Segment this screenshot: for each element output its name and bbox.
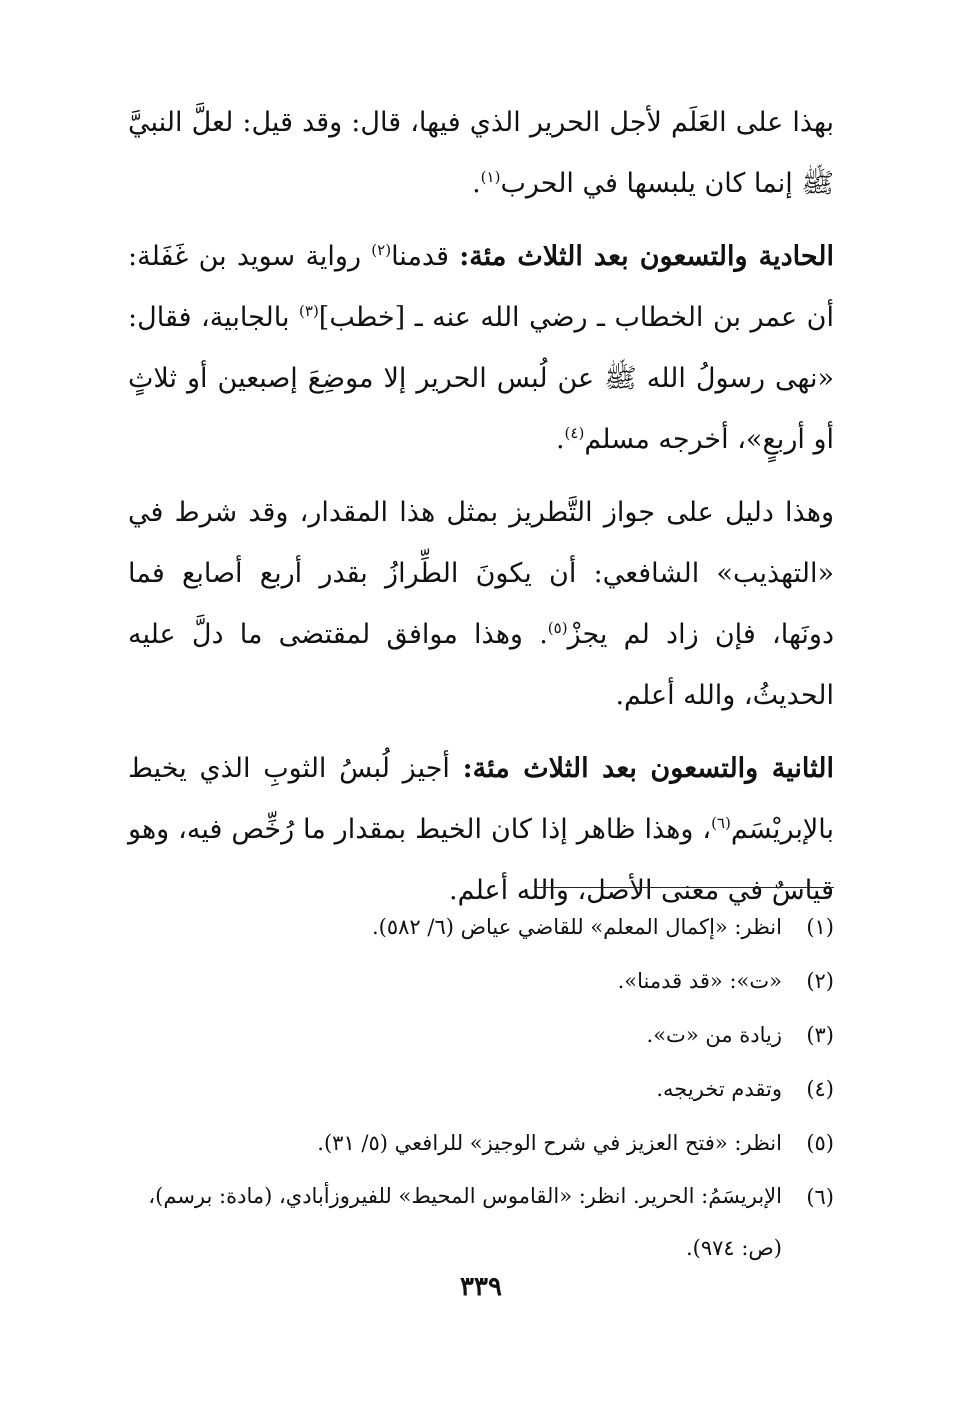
- footnote-separator: [534, 887, 834, 888]
- footnote-ref-5[interactable]: (٥): [547, 619, 568, 637]
- paragraph-2-text: قدمنا: [391, 241, 460, 272]
- paragraph-1-text: بهذا على العَلَم لأجل الحرير الذي فيها، قال: وقد قيل: لعلَّ النبيَّ ﷺ إنما كان يلبسها في الحرب: [128, 107, 834, 199]
- footnote-text: الإبريسَمُ: الحرير. انظر: «القاموس المحيط» للفيروزأبادي، (مادة: برسم)، (ص: ٩٧٤).: [148, 1184, 782, 1260]
- footnote-text: «ت»: «قد قدمنا».: [617, 969, 782, 993]
- footnote-ref-6[interactable]: (٦): [711, 814, 731, 832]
- footnote-ref-1[interactable]: (١): [480, 168, 501, 186]
- footnote-text: زيادة من «ت».: [646, 1023, 782, 1047]
- footnote-number: (١): [806, 915, 834, 939]
- issue-heading-392: الثانية والتسعون بعد الثلاث مئة:: [462, 753, 834, 784]
- footnote-2: [128, 954, 834, 1008]
- paragraph-3-text: وهذا دليل على جواز التَّطريز بمثل هذا المقدار، وقد شرط في «التهذيب» الشافعي: أن يكونَ الطِّرازُ بقدر أربع أصابع فما دونَها، فإن زاد لم يجزْ: [128, 497, 834, 650]
- footnote-text: انظر: «إكمال المعلم» للقاضي عياض (٦/ ٥٨٢).: [371, 915, 782, 939]
- footnote-ref-2[interactable]: (٢): [371, 241, 392, 259]
- footnote-1: [128, 900, 834, 954]
- paragraph-2: [128, 226, 834, 470]
- book-page: [128, 92, 834, 1342]
- footnote-4: [128, 1062, 834, 1116]
- footnote-text: وتقدم تخريجه.: [656, 1077, 782, 1101]
- issue-heading-391: الحادية والتسعون بعد الثلاث مئة:: [459, 241, 835, 272]
- footnote-3: [128, 1008, 834, 1062]
- footnote-number: (٢): [806, 969, 834, 993]
- footnotes-list: [128, 900, 834, 1274]
- footnote-number: (٤): [806, 1077, 834, 1101]
- footnote-ref-4[interactable]: (٤): [564, 424, 585, 442]
- footnote-number: (٦): [806, 1185, 834, 1209]
- paragraph-2-text-2: رواية سويد بن غَفَلة: أن عمر بن الخطاب ـ رضي الله عنه ـ [خطب]: [128, 241, 834, 333]
- footnote-number: (٥): [806, 1131, 834, 1155]
- page-number: ٣٣٩: [460, 1272, 502, 1302]
- paragraph-4-text: أجيز لُبسُ الثوبِ الذي يخيط بالإبريْسَم: [128, 753, 834, 845]
- paragraph-1: [128, 92, 834, 214]
- paragraph-1-tail: .: [472, 168, 481, 199]
- paragraph-2-tail: .: [555, 424, 565, 455]
- footnote-ref-3[interactable]: (٣): [299, 302, 319, 320]
- paragraph-3-tail: . وهذا موافق لمقتضى ما دلَّ عليه الحديثُ، والله أعلم.: [128, 619, 834, 711]
- footnote-number: (٣): [806, 1023, 834, 1047]
- paragraph-2-text-3: بالجابية، فقال: «نهى رسولُ الله ﷺ عن لُبس الحرير إلا موضِعَ إصبعين أو ثلاثٍ أو أربعٍ»، أخرجه مسلم: [128, 302, 834, 455]
- footnote-text: انظر: «فتح العزيز في شرح الوجيز» للرافعي (٥/ ٣١).: [317, 1131, 782, 1155]
- paragraph-4-tail: ، وهذا ظاهر إذا كان الخيط بمقدار ما رُخِّص فيه، وهو قياسٌ في معنى الأصل، والله أعلم.: [128, 814, 834, 906]
- paragraph-3: [128, 482, 834, 726]
- footnote-6: [128, 1170, 834, 1274]
- paragraph-4: [128, 738, 834, 921]
- footnote-5: [128, 1116, 834, 1170]
